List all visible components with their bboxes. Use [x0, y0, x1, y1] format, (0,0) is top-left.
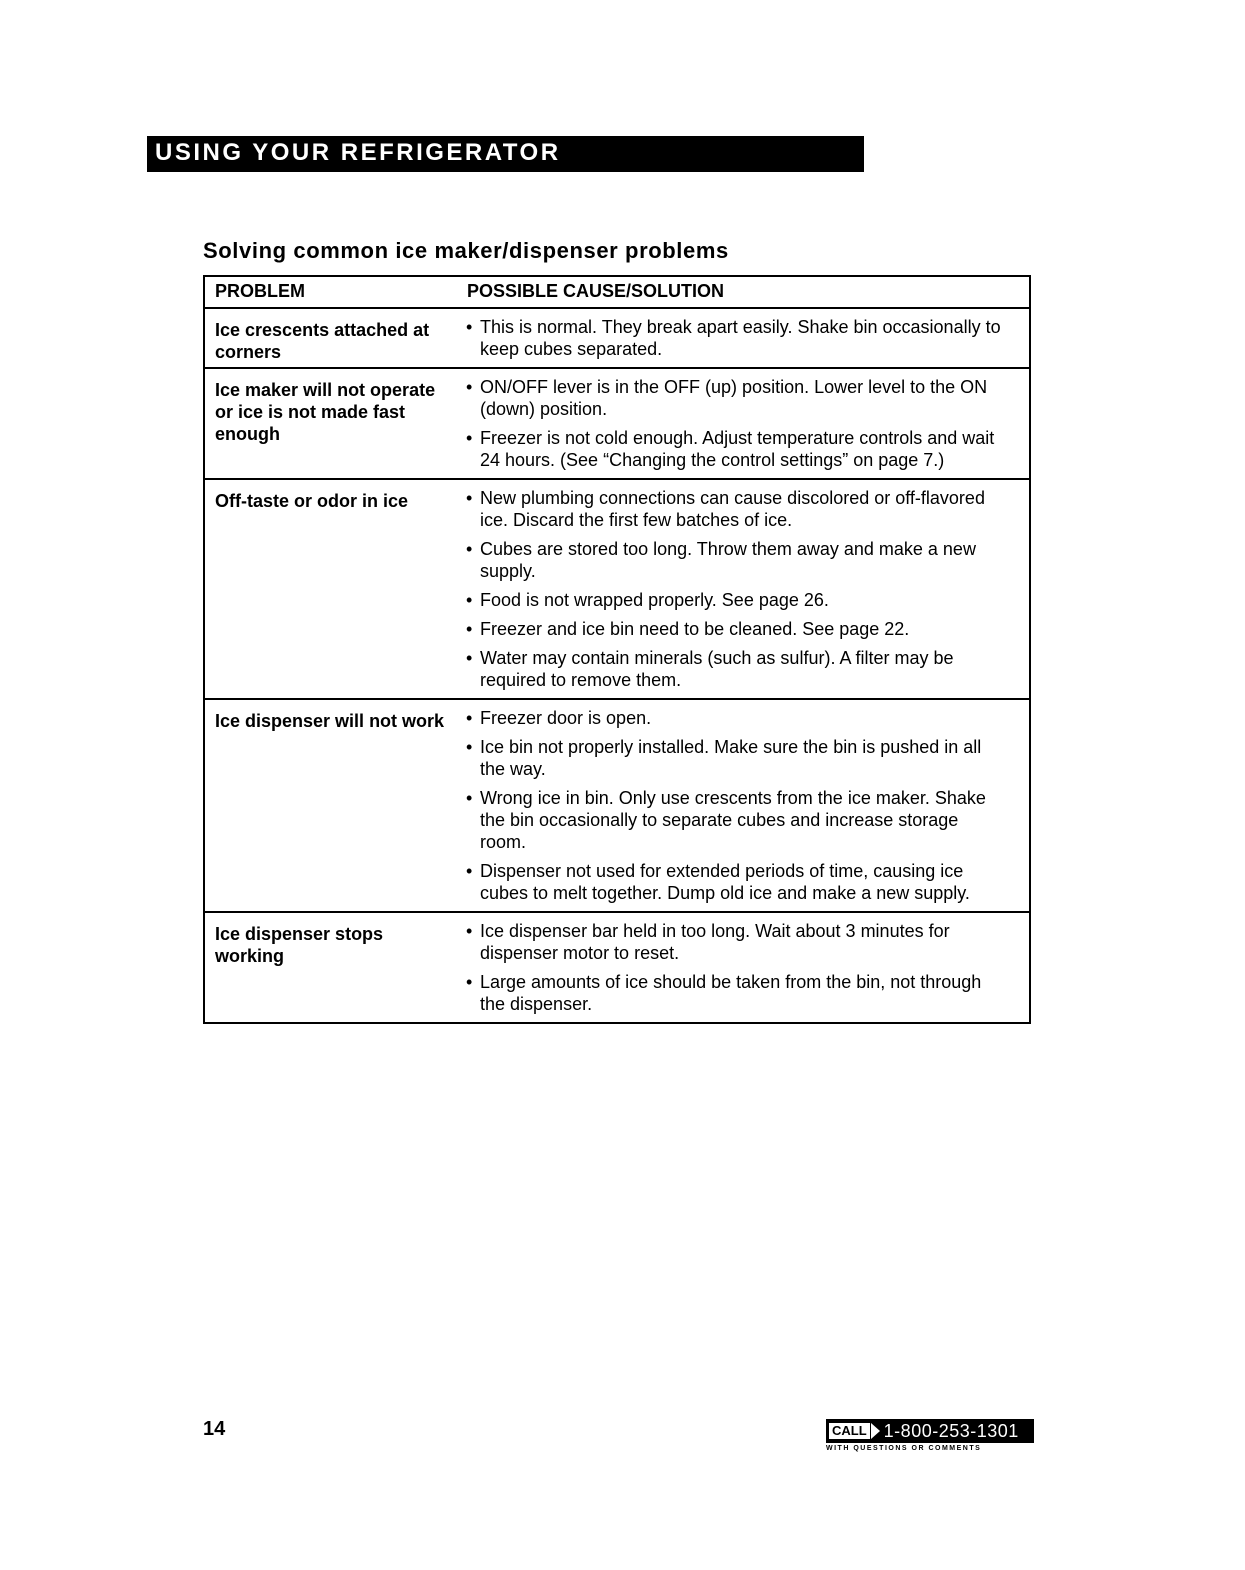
- column-header-problem: PROBLEM: [204, 276, 457, 308]
- call-line: [826, 1419, 1034, 1443]
- solution-cell: [457, 912, 1030, 1023]
- call-caption: WITH QUESTIONS OR COMMENTS: [826, 1445, 982, 1452]
- solution-cell: [457, 479, 1030, 699]
- table-row: [204, 368, 1030, 479]
- call-label: CALL: [828, 1422, 871, 1440]
- call-badge: [826, 1419, 1034, 1452]
- solution-item: • New plumbing connections can cause discolored or off-flavored ice. Discard the first few batches of ice.: [465, 487, 1029, 531]
- table-row: [204, 912, 1030, 1023]
- problem-cell: Off-taste or odor in ice: [204, 479, 457, 699]
- header-bar: [147, 136, 864, 172]
- page-header-title: USING YOUR REFRIGERATOR: [155, 139, 561, 166]
- table-row: [204, 308, 1030, 368]
- column-header-solution: POSSIBLE CAUSE/SOLUTION: [457, 276, 1030, 308]
- page-number: 14: [203, 1418, 226, 1440]
- solution-item: • Ice bin not properly installed. Make sure the bin is pushed in all the way.: [465, 736, 1029, 780]
- solution-list: [465, 920, 1029, 1015]
- solution-item: • Wrong ice in bin. Only use crescents from the ice maker. Shake the bin occasionally to separate cubes and increase storage room.: [465, 787, 1029, 853]
- solution-item: • Food is not wrapped properly. See page 26.: [465, 589, 1029, 611]
- table-row: [204, 699, 1030, 912]
- solution-item: • This is normal. They break apart easily. Shake bin occasionally to keep cubes separated.: [465, 316, 1029, 360]
- problem-cell: Ice dispenser will not work: [204, 699, 457, 912]
- table-row: [204, 479, 1030, 699]
- section-title: Solving common ice maker/dispenser problems: [203, 238, 729, 263]
- problem-cell: Ice maker will not operate or ice is not made fast enough: [204, 368, 457, 479]
- solution-item: • Ice dispenser bar held in too long. Wait about 3 minutes for dispenser motor to reset.: [465, 920, 1029, 964]
- solution-list: [465, 376, 1029, 471]
- table-header-row: [204, 276, 1030, 308]
- phone-number: 1-800-253-1301: [883, 1420, 1019, 1441]
- problem-cell: Ice dispenser stops working: [204, 912, 457, 1023]
- solution-list: [465, 707, 1029, 904]
- solution-cell: [457, 308, 1030, 368]
- solution-item: • Cubes are stored too long. Throw them away and make a new supply.: [465, 538, 1029, 582]
- solution-list: [465, 487, 1029, 691]
- solution-item: • Freezer and ice bin need to be cleaned. See page 22.: [465, 618, 1029, 640]
- troubleshooting-table: [203, 275, 1031, 1024]
- solution-item: • Dispenser not used for extended periods of time, causing ice cubes to melt together. Dump old ice and make a new supply.: [465, 860, 1029, 904]
- solution-list: [465, 316, 1029, 360]
- solution-item: • ON/OFF lever is in the OFF (up) position. Lower level to the ON (down) position.: [465, 376, 1029, 420]
- solution-cell: [457, 368, 1030, 479]
- solution-cell: [457, 699, 1030, 912]
- solution-item: • Water may contain minerals (such as sulfur). A filter may be required to remove them.: [465, 647, 1029, 691]
- arrow-right-icon: [871, 1423, 880, 1439]
- solution-item: • Freezer door is open.: [465, 707, 1029, 729]
- solution-item: • Freezer is not cold enough. Adjust temperature controls and wait 24 hours. (See “Changing the control settings” on page 7.): [465, 427, 1029, 471]
- solution-item: • Large amounts of ice should be taken from the bin, not through the dispenser.: [465, 971, 1029, 1015]
- problem-cell: Ice crescents attached at corners: [204, 308, 457, 368]
